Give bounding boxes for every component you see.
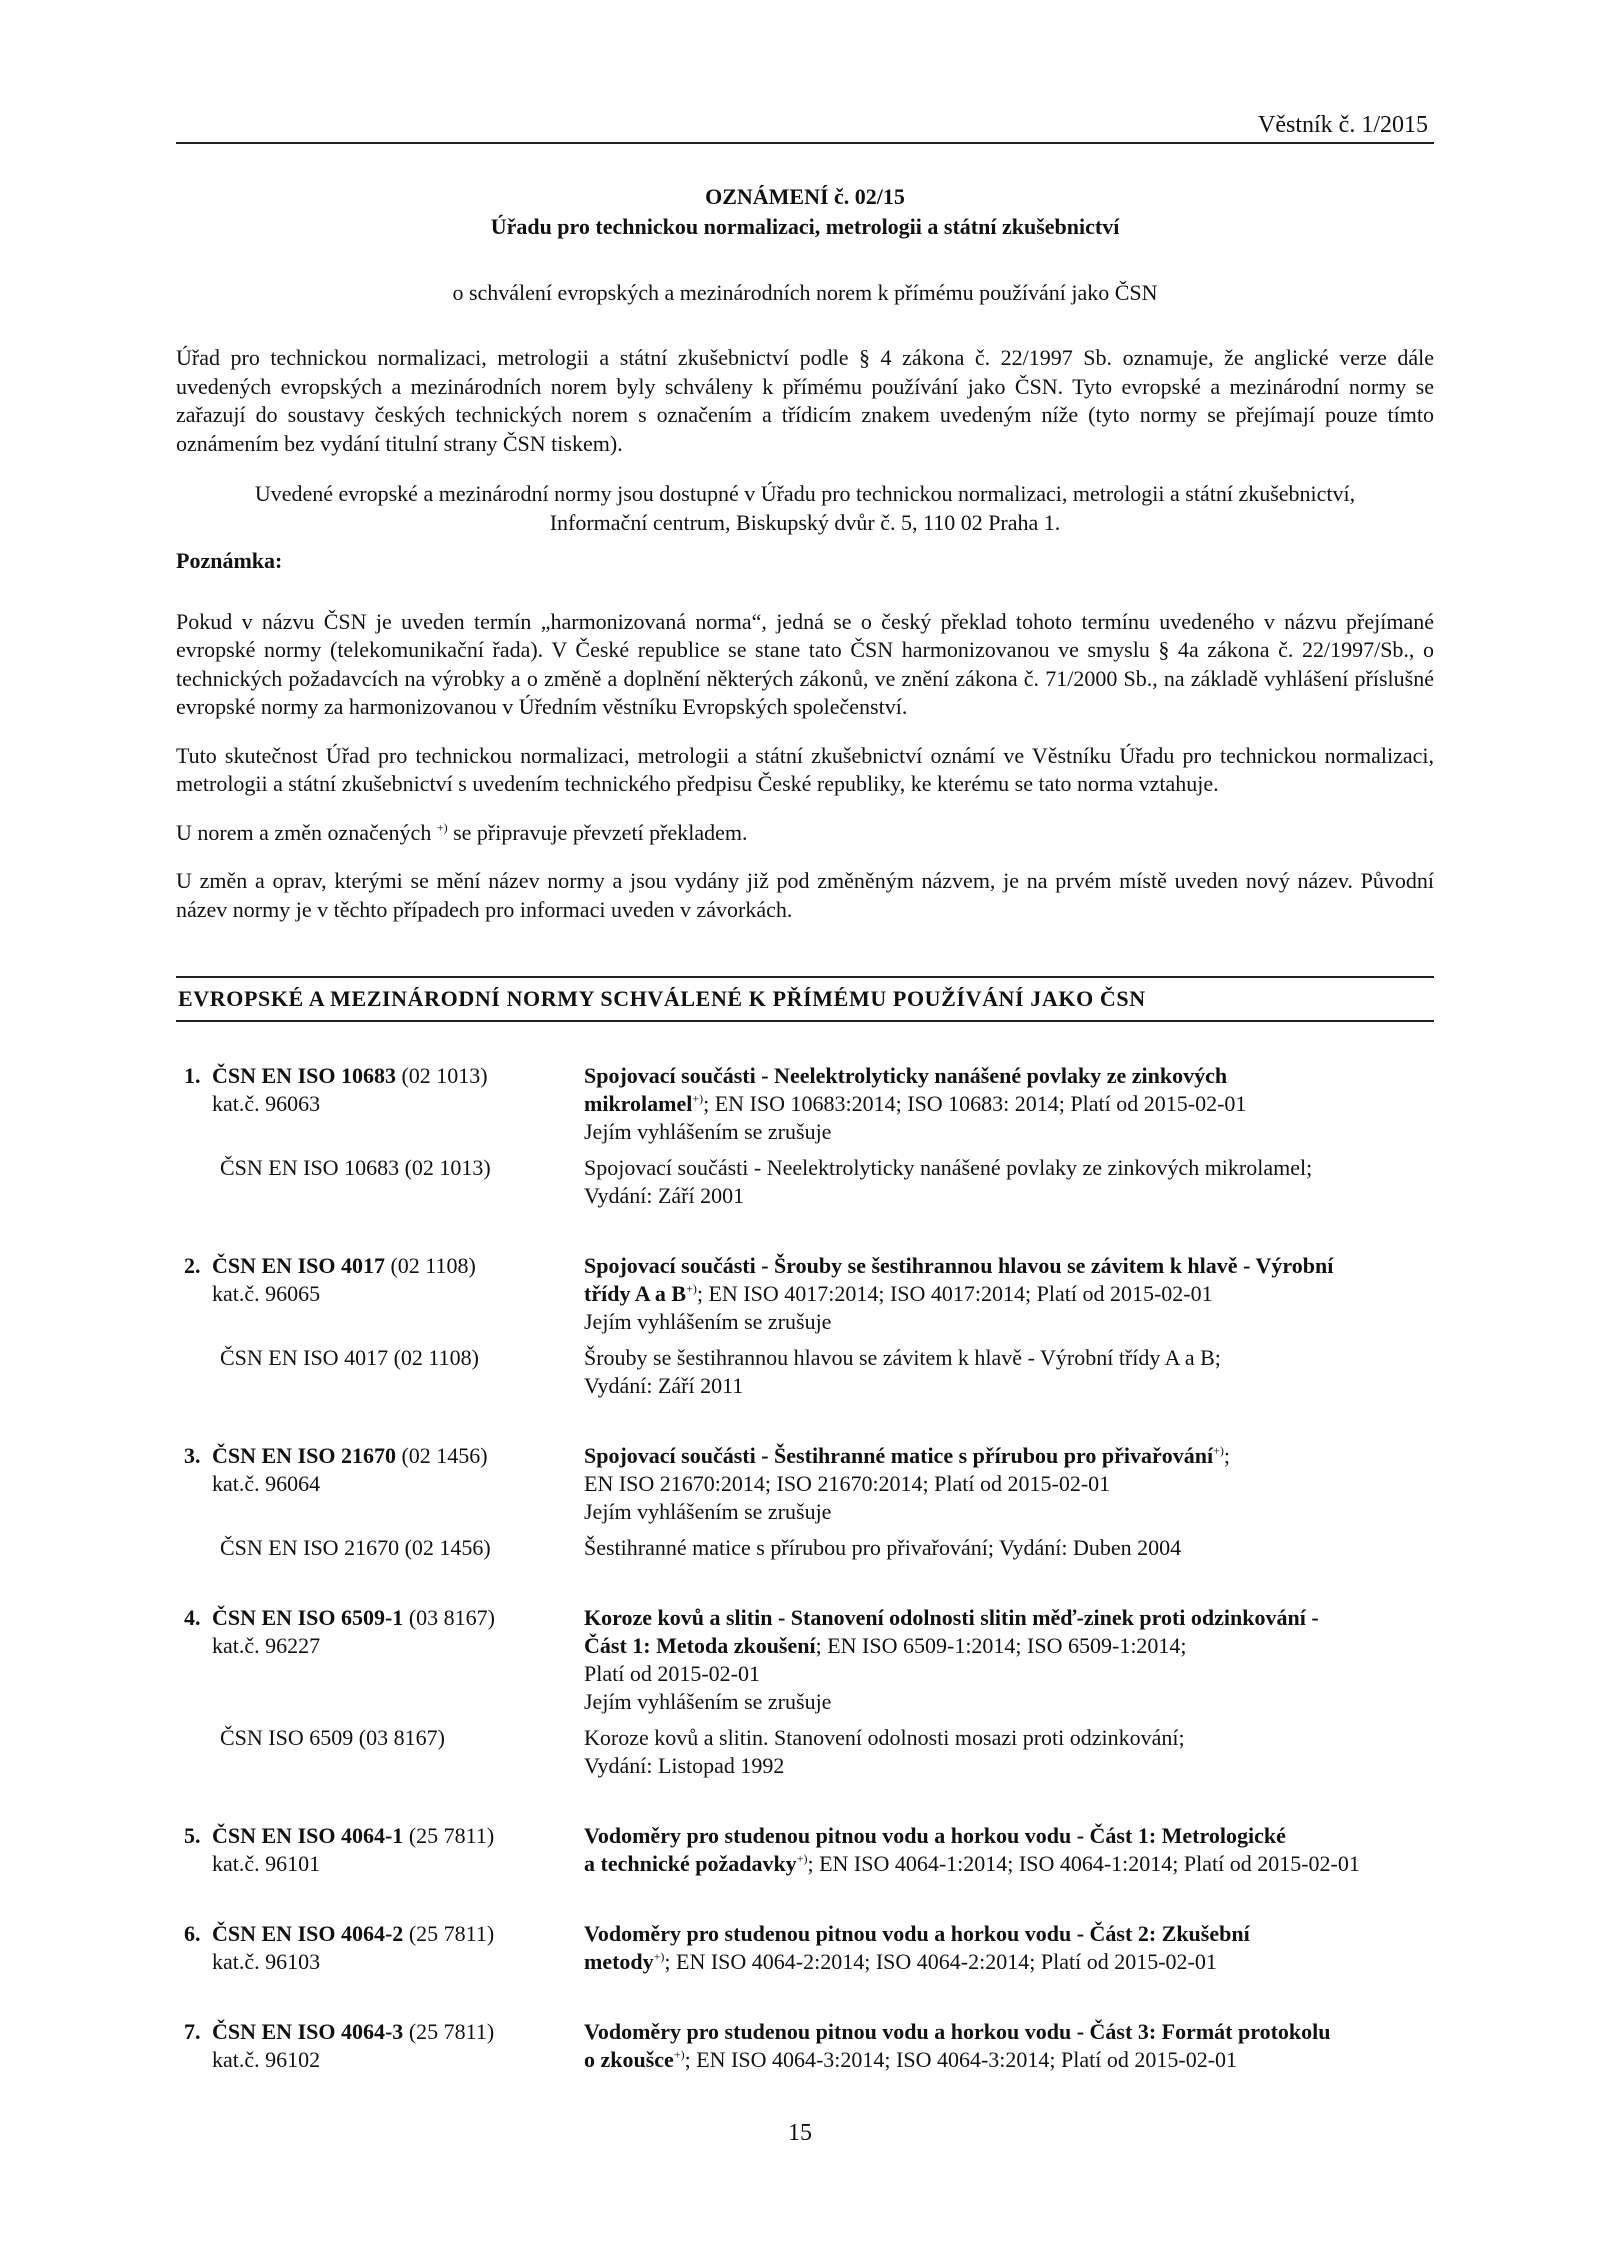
note-heading: Poznámka: [176,548,283,573]
catalog-number: kat.č. 96102 [212,2047,321,2072]
standard-title-line-2: metody [584,1949,654,1974]
entry-number: 3. [184,1443,201,1468]
standard-description [584,1604,1434,1716]
standard-entry [176,1822,1434,1878]
standard-class: (02 1108) [384,1253,476,1278]
standard-code: ČSN EN ISO 4064-2 [212,1921,404,1946]
standard-code: ČSN EN ISO 4017 [212,1253,385,1278]
replaced-standard-description: Koroze kovů a slitin. Stanovení odolnosti mosazi proti odzinkování; Vydání: Listopad 1992 [584,1725,1185,1778]
availability-line-2: Informační centrum, Biskupský dvůr č. 5, 110 02 Praha 1. [549,509,1061,535]
standard-references: ; EN ISO 4064-2:2014; ISO 4064-2:2014; Platí od 2015-02-01 [664,1949,1217,1974]
section-title: EVROPSKÉ A MEZINÁRODNÍ NORMY SCHVÁLENÉ K PŘÍMÉMU POUŽÍVÁNÍ JAKO ČSN [178,986,1146,1011]
translation-text-before: U norem a změn označených [176,819,437,845]
entry-number: 2. [184,1253,201,1278]
announcement-subtitle: Úřadu pro technickou normalizaci, metrologii a státní zkušebnictví [490,214,1120,239]
standard-title-line-2: o zkoušce [584,2047,674,2072]
standard-class: (25 7811) [403,1921,495,1946]
translation-text-after: se připravuje převzetí překladem. [447,819,748,845]
translation-mark: +) [686,1281,697,1296]
availability-block [176,480,1434,537]
standard-references: ; EN ISO 4064-3:2014; ISO 4064-3:2014; Platí od 2015-02-01 [684,2047,1238,2072]
standard-validity: Platí od 2015-02-01 [584,1661,760,1686]
replaced-standard-description: Šestihranné matice s přírubou pro přivařování; Vydání: Duben 2004 [584,1535,1182,1560]
standard-references: ; EN ISO 4064-1:2014; ISO 4064-1:2014; Platí od 2015-02-01 [807,1851,1360,1876]
section-rule-bottom [176,1020,1434,1022]
translation-mark: +) [673,2047,685,2062]
catalog-number: kat.č. 96065 [212,1281,321,1306]
standard-entry [176,1442,1434,1562]
standard-description [584,1920,1434,1976]
cancellation-note: Jejím vyhlášením se zrušuje [584,1119,832,1144]
entry-number: 5. [184,1823,201,1848]
standard-code: ČSN EN ISO 6509-1 [212,1605,404,1630]
standard-entry [176,1062,1434,1210]
entry-number: 7. [184,2019,201,2044]
standard-designation [176,1604,584,1716]
standard-title-line-1: Vodoměry pro studenou pitnou vodu a horkou vodu - Část 2: Zkušební [584,1921,1250,1946]
translation-mark: +) [436,820,448,835]
translation-mark: +) [796,1851,808,1866]
replaced-standard-description: Spojovací součásti - Neelektrolyticky nanášené povlaky ze zinkových mikrolamel; Vydání: Září 2001 [584,1155,1313,1208]
replaced-standard-code: ČSN EN ISO 4017 (02 1108) [220,1345,479,1370]
standard-designation [176,1822,584,1878]
standard-description: Spojovací součásti - Šestihranné matice s přírubou pro přivařování+); EN ISO 21670:2014; ISO 21670:2014; Platí od 2015-02-01 Jejím vyhlášením se zrušuje [584,1442,1434,1526]
replaced-standard-code: ČSN EN ISO 10683 (02 1013) [220,1155,491,1180]
standard-title-line-1: Koroze kovů a slitin - Stanovení odolnosti slitin měď-zinek proti odzinkování - [584,1605,1319,1630]
cancellation-note: Jejím vyhlášením se zrušuje [584,1689,832,1714]
standard-title-line-1: Spojovací součásti - Šrouby se šestihrannou hlavou se závitem k hlavě - Výrobní [584,1253,1334,1278]
standard-references: ; EN ISO 10683:2014; ISO 10683: 2014; Platí od 2015-02-01 [703,1091,1247,1116]
entry-number: 6. [184,1921,201,1946]
standard-class: (03 8167) [403,1605,495,1630]
standard-designation [176,1920,584,1976]
standard-code: ČSN EN ISO 10683 [212,1063,396,1088]
standard-entry [176,2018,1434,2074]
cancellation-note: Jejím vyhlášením se zrušuje [584,1499,832,1524]
replaced-standard-description: Šrouby se šestihrannou hlavou se závitem k hlavě - Výrobní třídy A a B; Vydání: Září 2011 [584,1345,1221,1398]
standard-code: ČSN EN ISO 4064-3 [212,2019,404,2044]
catalog-number: kat.č. 96101 [212,1851,321,1876]
intro-paragraph: Úřad pro technickou normalizaci, metrologii a státní zkušebnictví podle § 4 zákona č. 22/1997 Sb. oznamuje, že anglické verze dále uvedených evropských a mezinárodních norem byly schváleny k přímému používání jako ČSN. Tyto evropské a mezinárodní normy se zařazují do soustavy českých technických norem s označením a třídicím znakem uvedeným níže (tyto normy se přejímají pouze tímto oznámením bez vydání titulní strany ČSN tiskem). [176,345,1434,456]
standard-entry [176,1604,1434,1780]
replaced-standard-code: ČSN EN ISO 21670 (02 1456) [220,1535,491,1560]
standard-title-line-2: a technické požadavky [584,1851,797,1876]
standard-title-line-1: Spojovací součásti - Neelektrolyticky nanášené povlaky ze zinkových [584,1063,1228,1088]
standard-title-line-2: Část 1: Metoda zkoušení [584,1633,816,1658]
translation-mark: +) [1213,1443,1224,1458]
standard-designation [176,1062,584,1146]
standard-code: ČSN EN ISO 4064-1 [212,1823,404,1848]
availability-line-1: Uvedené evropské a mezinárodní normy jsou dostupné v Úřadu pro technickou normalizaci, metrologii a státní zkušebnictví, [254,481,1356,506]
translation-paragraph [176,819,1434,848]
page-number: 15 [788,2120,812,2146]
standard-class: (25 7811) [403,2019,495,2044]
journal-header: Věstník č. 1/2015 [1258,112,1428,138]
standard-title-line-2: třídy A a B [584,1281,687,1306]
standard-class: (02 1013) [395,1063,488,1088]
standard-entry [176,1920,1434,1976]
catalog-number: kat.č. 96063 [212,1091,321,1116]
standard-description [584,1252,1434,1336]
standard-code: ČSN EN ISO 21670 [212,1443,396,1468]
entry-number: 4. [184,1605,201,1630]
translation-mark: +) [653,1949,665,1964]
standard-title-line-1: Vodoměry pro studenou pitnou vodu a horkou vodu - Část 3: Formát protokolu [584,2019,1331,2044]
header-rule [176,142,1434,144]
standard-references: ; EN ISO 6509-1:2014; ISO 6509-1:2014; [815,1633,1187,1658]
standard-designation [176,1252,584,1336]
catalog-number: kat.č. 96064 [212,1471,321,1496]
announcement-lead: o schválení evropských a mezinárodních norem k přímému používání jako ČSN [452,280,1158,305]
standard-class: (02 1456) [395,1443,488,1468]
note-paragraph: Pokud v názvu ČSN je uveden termín „harmonizovaná norma“, jedná se o český překlad tohoto termínu uvedeného v názvu přejímané evropské normy (telekomunikační řada). V České republice se stane tato ČSN harmonizovanou ve smyslu § 4a zákona č. 22/1997/Sb., o technických požadavcích na výrobky a o změně a doplnění některých zákonů, ve znění zákona č. 71/2000 Sb., na základě vyhlášení příslušné evropské normy za harmonizovanou v Úředním věstníku Evropských společenství. [176,608,1434,719]
standard-title-line-1: Vodoměry pro studenou pitnou vodu a horkou vodu - Část 1: Metrologické [584,1823,1286,1848]
standard-title-line-2: mikrolamel [584,1091,693,1116]
changes-paragraph: U změn a oprav, kterými se mění název normy a jsou vydány již pod změněným názvem, je na prvém místě uveden nový název. Původní název normy je v těchto případech pro informaci uveden v závorkách. [176,868,1434,922]
standard-references: ; EN ISO 4017:2014; ISO 4017:2014; Platí od 2015-02-01 [696,1281,1213,1306]
standard-class: (25 7811) [403,1823,495,1848]
cancellation-note: Jejím vyhlášením se zrušuje [584,1309,832,1334]
announcement-title: OZNÁMENÍ č. 02/15 [705,184,905,209]
standard-description [584,2018,1434,2074]
standard-description [584,1062,1434,1146]
standard-references: EN ISO 21670:2014; ISO 21670:2014; Platí od 2015-02-01 [584,1471,1111,1496]
standard-entry [176,1252,1434,1400]
replaced-standard-code: ČSN ISO 6509 (03 8167) [220,1725,445,1750]
fact-paragraph: Tuto skutečnost Úřad pro technickou normalizaci, metrologii a státní zkušebnictví oznámí ve Věstníku Úřadu pro technickou normalizaci, metrologii a státní zkušebnictví s uvedením technického předpisu České republiky, ke kterému se tato norma vztahuje. [176,742,1434,796]
standard-description [584,1822,1434,1878]
entry-number: 1. [184,1063,201,1088]
standard-designation [176,1442,584,1526]
catalog-number: kat.č. 96227 [212,1633,321,1658]
document-page [176,110,1434,2116]
translation-mark: +) [692,1091,704,1106]
standard-designation [176,2018,584,2074]
catalog-number: kat.č. 96103 [212,1949,321,1974]
standards-list [176,1062,1434,2074]
standard-title-line-1: Spojovací součásti - Šestihranné matice s přírubou pro přivařování [584,1443,1214,1468]
